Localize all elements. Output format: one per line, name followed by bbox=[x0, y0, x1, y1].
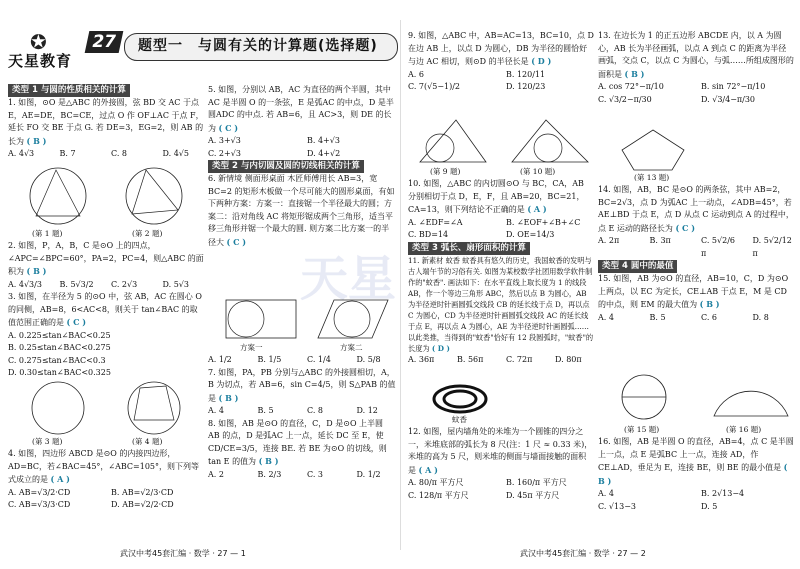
options-16b: C. √13−3 D. 5 bbox=[598, 501, 718, 511]
circle-fig1 bbox=[30, 168, 86, 224]
question-8: 8. 如图，AB 是⊙O 的直径，C，D 是⊙O 上半圆 AB 的点，D 是弧AC 上一点，延长 DC 至 E，使 CD/CE=3/5，连接 BE. 若 BE 为⊙O 的切线，则 tan E 的值为 ( B ) bbox=[208, 418, 387, 466]
circle-plan2 bbox=[334, 301, 370, 337]
caption-fig2: (第 2 题) bbox=[132, 229, 163, 238]
section-heading-3: 类型 3 弧长、扇形面积的计算 bbox=[408, 242, 530, 255]
column-4b bbox=[598, 184, 794, 324]
options-3: A. 0.225≤tan∠BAC<0.25 B. 0.25≤tan∠BAC<0.275 C. 0.275≤tan∠BAC<0.3 D. 0.30≤tan∠BAC<0.325 bbox=[8, 330, 111, 377]
caption-coil: 蚊香 bbox=[452, 415, 467, 424]
options-7: A. 4 B. 5 C. 8 D. 12 bbox=[208, 406, 378, 415]
section-heading-2: 类型 2 与内切圆及圆的切线相关的计算 bbox=[208, 160, 364, 173]
column-1 bbox=[8, 84, 204, 161]
caption-plan1: 方案一 bbox=[240, 343, 263, 352]
options-10b: C. BD=14 D. OE=14/3 bbox=[408, 230, 555, 239]
caption-fig15: (第 15 题) bbox=[624, 425, 660, 434]
publisher-logo bbox=[4, 30, 84, 76]
watermark: 天星 bbox=[300, 251, 397, 307]
caption-plan2: 方案二 bbox=[340, 343, 363, 352]
question-14: 14. 如图，AB，BC 是⊙O 的两条弦，其中 AB=2，BC=2√3，点 D 为弧AC 上一动点，∠ADB=45°，若 AE⊥BD 于点 E，点 D 从点 C 运动到点 A 的过程中，点 E 运动的路径长为 ( C ) bbox=[598, 185, 794, 233]
question-11: 11. 新素材 蚊香 蚊香具有悠久的历史，我国蚊香的发明与古人端午节的习俗有关. 如图为某校数学社团用数学软件制作的"蚊香". 画法如下：在水平直线上取长度为 1 的线段 AB，作一个等边三角形 ABC，然后以点 B 为圆心，AB 为半径逆时针画圆弧交线段 CB 的延长线于点 D，再以点 C 为圆心，CD 为半径逆时针画圆弧交线段 AC 的延长线于点 E，再以点 A 为圆心，AE 为半径逆时针画圆弧……以此类推，当得到的"蚊香"恰好有 12 段圆弧时，"蚊香"的长度为 ( D ) bbox=[408, 255, 594, 353]
question-4: 4. 如图，四边形 ABCD 是⊙O 的内接四边形，AD=BC，若∠BAC=45°，∠ABC=105°，则下列等式成立的是 ( A ) bbox=[8, 449, 200, 484]
star-icon: ✪ bbox=[30, 30, 47, 54]
options-13b: C. √3/2−π/30 D. √3/4−π/30 bbox=[598, 94, 756, 104]
caption-fig1: (第 1 题) bbox=[32, 229, 63, 238]
question-9: 9. 如图，△ABC 中，AB=AC=13，BC=10，点 D 在边 AB 上，以点 D 为圆心，DB 为半径的圆恰好与边 AC 相切，则⊙D 的半径长是 ( D ) bbox=[408, 31, 594, 66]
triangle-fig10 bbox=[512, 120, 588, 162]
question-7: 7. 如图，PA，PB 分别与△ABC 的外接圆相切，A，B 为切点，若 AB=6，sin C=4/5，则 S△PAB 的值是 ( B ) bbox=[208, 367, 396, 403]
figure-q3-q4 bbox=[16, 380, 196, 436]
question-2: 2. 如图，P，A，B，C 是⊙O 上的四点，∠APC=∠BPC=60°，PA=2，PC=4，则△ABC 的面积为 ( B ) bbox=[8, 241, 204, 276]
coil-ring-inner bbox=[444, 391, 476, 407]
options-11: A. 36π B. 56π C. 72π D. 80π bbox=[408, 354, 582, 364]
mosquito-coil-figure bbox=[430, 384, 490, 414]
options-8: A. 2 B. 2/3 C. 3 D. 1/2 bbox=[208, 469, 381, 479]
caption-fig16: (第 16 题) bbox=[726, 425, 762, 434]
options-4a: A. AB=√3/2·CD B. AB=√2/3·CD bbox=[8, 487, 174, 497]
triangle-fig2 bbox=[132, 170, 178, 214]
footer-left: 武汉中考45套汇编 · 数学 · 27 — 1 bbox=[120, 549, 246, 558]
column-2 bbox=[208, 84, 396, 249]
circle-fig3 bbox=[32, 382, 84, 434]
options-5a: A. 3+√3 B. 4+√3 bbox=[208, 136, 340, 145]
caption-fig4: (第 4 题) bbox=[132, 437, 163, 446]
options-2: A. 4√3/3 B. 5√3/2 C. 2√3 D. 5√3 bbox=[8, 279, 189, 289]
options-1: A. 4√3 B. 7 C. 8 D. 4√5 bbox=[8, 149, 189, 158]
options-9b: C. 7(√5−1)/2 D. 120/23 bbox=[408, 82, 546, 91]
semicircle-fig16 bbox=[714, 391, 788, 416]
column-3c bbox=[408, 426, 594, 502]
options-12b: C. 128/π 平方尺 D. 45π 平方尺 bbox=[408, 490, 560, 500]
footer-right: 武汉中考45套汇编 · 数学 · 27 — 2 bbox=[520, 549, 646, 558]
rect-plan1 bbox=[226, 300, 296, 338]
circle-fig2 bbox=[126, 168, 182, 224]
question-10: 10. 如图，△ABC 的内切圆⊙O 与 BC，CA，AB 分别相切于点 D，E，F，且 AB=20，BC=21，CA=13，则下列结论不正确的是 ( A ) bbox=[408, 179, 585, 214]
question-3: 3. 如图，在半径为 5 的⊙O 中，弦 AB，AC 在圆心 O 的同侧，AB=8，6<AC<8，则关于 tan∠BAC 的取值范围正确的是 ( C ) bbox=[8, 292, 202, 327]
question-12: 12. 如图，屋内墙角处的米堆为一个圆锥的四分之一，米堆底部的弧长为 8 尺(注：1 尺 ≈ 0.33 米)，米堆的高为 5 尺，则米堆的侧面与墙面接触的面积是 ( A ) bbox=[408, 427, 593, 475]
options-6: A. 1/2 B. 1/5 C. 1/4 D. 5/8 bbox=[208, 355, 381, 364]
question-1: 1. 如图，⊙O 是△ABC 的外接圆，弦 BD 交 AC 于点 E，AE=DE，BC=CE，过点 O 作 OF⊥AC 于点 F，延长 FO 交 BE 于点 G. 若 DE=3，EG=2，则 AB 的长为 ( B ) bbox=[8, 98, 204, 146]
column-3b bbox=[408, 178, 594, 366]
options-16a: A. 4 B. 2√13−4 bbox=[598, 489, 745, 498]
question-6: 6. 新情境 侧面形桌面 木匠师傅用长 AB=3，宽 BC=2 的矩形木板做一个尽可能大的圆形桌面，有如下两种方案：方案一：直接锯一个半径最大的圆；方案二：沿对角线 AC 将矩形锯成两个三角形，适当平移三角形并锯一个最大的圆. 则方案二比方案一的半径大 ( C ) bbox=[208, 174, 395, 247]
shape-plan2 bbox=[318, 300, 388, 338]
page-title: 题型一 与圆有关的计算题(选择题) bbox=[138, 38, 378, 54]
column-divider bbox=[400, 20, 401, 550]
triangle-fig9 bbox=[420, 120, 486, 162]
caption-fig9: (第 9 题) bbox=[430, 167, 461, 176]
column-4 bbox=[598, 30, 794, 106]
circle-plan1 bbox=[228, 301, 264, 337]
circle-fig4 bbox=[128, 382, 180, 434]
unit-number-badge: 27 bbox=[85, 31, 124, 53]
options-10a: A. ∠EDF=∠A B. ∠EOF+∠B+∠C bbox=[408, 217, 581, 227]
caption-fig3: (第 3 题) bbox=[32, 437, 63, 446]
options-14: A. 2π B. 3π C. 5√2/6 π D. 5√2/12 π bbox=[598, 236, 792, 258]
column-4c bbox=[598, 436, 794, 513]
options-4b: C. AB=√3/3·CD D. AB=√2/2·CD bbox=[8, 500, 174, 509]
incircle-fig10 bbox=[534, 134, 562, 162]
figure-q9-q10 bbox=[416, 118, 592, 166]
column-3 bbox=[408, 30, 594, 94]
quad-fig4 bbox=[134, 386, 174, 420]
triangle-fig1 bbox=[36, 170, 80, 216]
options-5b: C. 2+√3 D. 4+√2 bbox=[208, 148, 341, 158]
column-2b bbox=[208, 354, 396, 481]
caption-fig10: (第 10 题) bbox=[520, 167, 556, 176]
pentagon-figure bbox=[618, 128, 688, 172]
column-1b bbox=[8, 240, 204, 380]
caption-fig13: (第 13 题) bbox=[634, 173, 670, 182]
question-5: 5. 如图，分别以 AB，AC 为直径的两个半圆，其中 AC 是半圆 O 的一条弦，E 是弧AC 的中点，D 是半圆ADC 的中点. 若 AB=6，且 AC>3，则 DE 的长为 ( C ) bbox=[208, 85, 394, 133]
answer-1: ( B ) bbox=[26, 135, 47, 146]
figure-q6 bbox=[222, 296, 392, 342]
figure-q1-q2 bbox=[16, 166, 196, 228]
section-heading-1: 类型 1 与圆的性质相关的计算 bbox=[8, 84, 130, 97]
options-15: A. 4 B. 5 C. 6 D. 8 bbox=[598, 312, 769, 322]
question-15: 15. 如图，AB 为⊙O 的直径，AB=10，C，D 为⊙O 上两点，以 EC 为定长，CE⊥AB 于点 E，M 是 CD 的中点，则 EM 的最大值为 ( B ) bbox=[598, 274, 789, 309]
logo-text: 天星教育 bbox=[8, 52, 73, 70]
section-heading-4: 类型 4 圆中的最值 bbox=[598, 260, 677, 273]
options-13a: A. cos 72°−π/10 B. sin 72°−π/10 bbox=[598, 82, 766, 91]
question-16: 16. 如图，AB 是半圆 O 的直径，AB=4，点 C 是半圆上一点，点 E 是弧BC 上一点，连接 AD，作 CE⊥AD，垂足为 E，连接 BE，则 BE 的最小值是 ( B ) bbox=[598, 437, 794, 486]
column-1c bbox=[8, 448, 204, 512]
figure-q15-q16 bbox=[604, 372, 792, 422]
options-12a: A. 80/π 平方尺 B. 160/π 平方尺 bbox=[408, 478, 567, 487]
question-13: 13. 在边长为 1 的正五边形 ABCDE 内，以 A 为圆心，AB 长为半径画弧，以点 A 到点 C 的距离为半径画弧，交点 C，以点 C 为圆心，与弧……所组成图形的面积是 ( B ) bbox=[598, 31, 794, 79]
pentagon bbox=[622, 130, 684, 170]
options-9a: A. 6 B. 120/11 bbox=[408, 69, 546, 79]
